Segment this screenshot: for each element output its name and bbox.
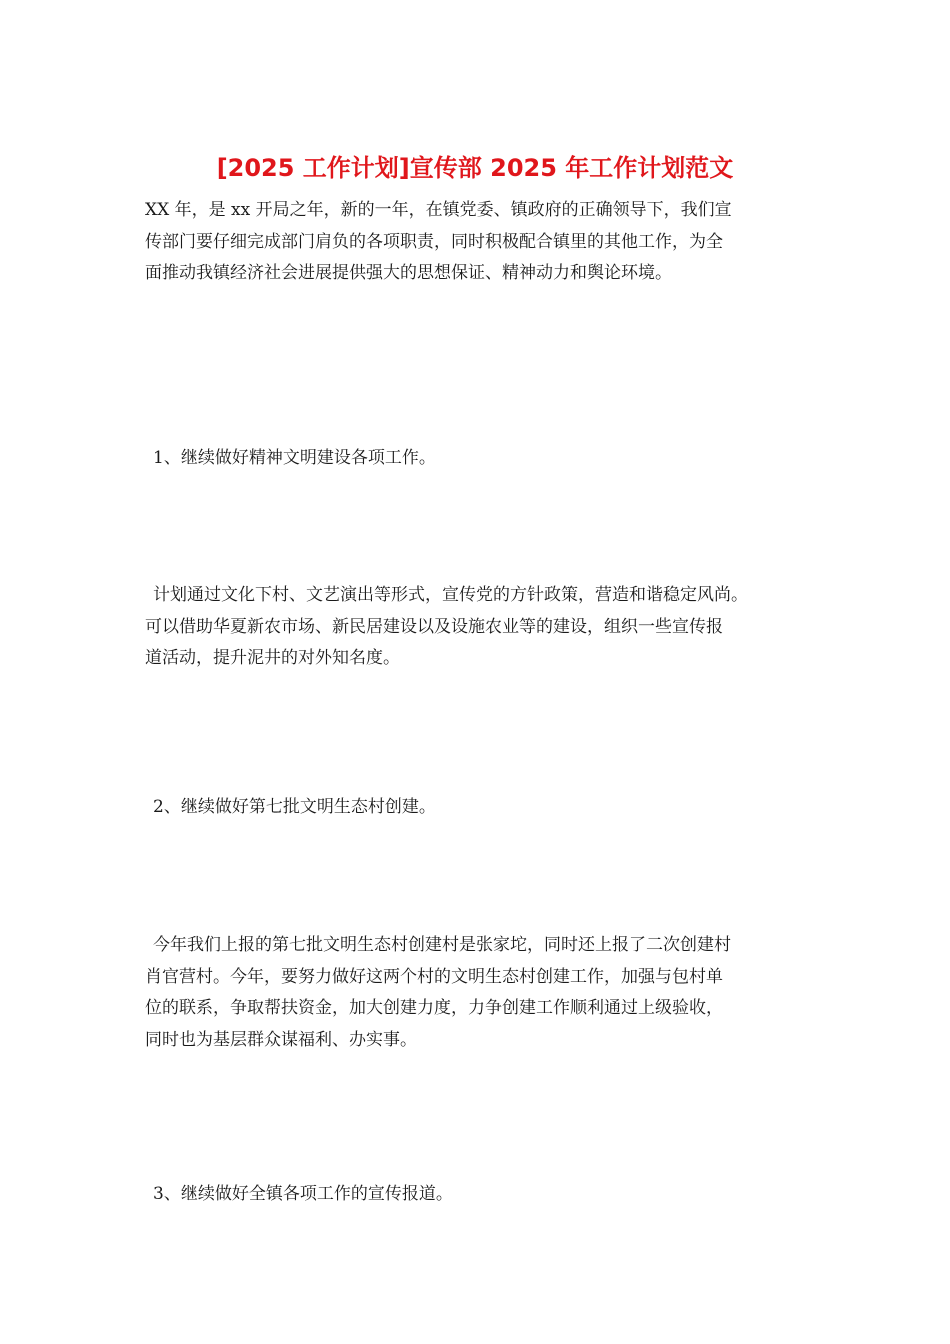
text-line: 面推动我镇经济社会进展提供强大的思想保证、精神动力和舆论环境。 — [145, 263, 672, 283]
document-title: [2025 工作计划]宣传部 2025 年工作计划范文 — [216, 154, 734, 182]
text-line: 同时也为基层群众谋福利、办实事。 — [145, 1029, 417, 1050]
text-line: 道活动，提升泥井的对外知名度。 — [145, 648, 400, 668]
text-line: 可以借助华夏新农市场、新民居建设以及设施农业等的建设，组织一些宣传报 — [145, 616, 723, 637]
item3-heading-paragraph — [145, 1179, 825, 1211]
item1-body-paragraph — [145, 580, 825, 675]
text-line: XX 年，是 xx 开局之年，新的一年，在镇党委、镇政府的正确领导下，我们宣 — [145, 200, 732, 220]
item1-heading: 1、继续做好精神文明建设各项工作。 — [153, 448, 436, 468]
item1-heading-paragraph — [145, 443, 825, 475]
item2-heading: 2、继续做好第七批文明生态村创建。 — [153, 797, 436, 817]
text-line: 肖官营村。今年，要努力做好这两个村的文明生态村创建工作，加强与包村单 — [145, 966, 723, 987]
intro-paragraph — [145, 195, 825, 290]
text-line: 传部门要仔细完成部门肩负的各项职责，同时积极配合镇里的其他工作，为全 — [145, 231, 723, 252]
item2-body-paragraph — [145, 930, 825, 1056]
text-line: 计划通过文化下村、文艺演出等形式，宣传党的方针政策，营造和谐稳定风尚。 — [153, 585, 748, 605]
item2-heading-paragraph — [145, 792, 825, 824]
text-line: 位的联系，争取帮扶资金，加大创建力度，力争创建工作顺利通过上级验收， — [145, 998, 723, 1018]
text-line: 今年我们上报的第七批文明生态村创建村是张家坨，同时还上报了二次创建村 — [153, 935, 731, 955]
item3-heading: 3、继续做好全镇各项工作的宣传报道。 — [153, 1184, 453, 1204]
